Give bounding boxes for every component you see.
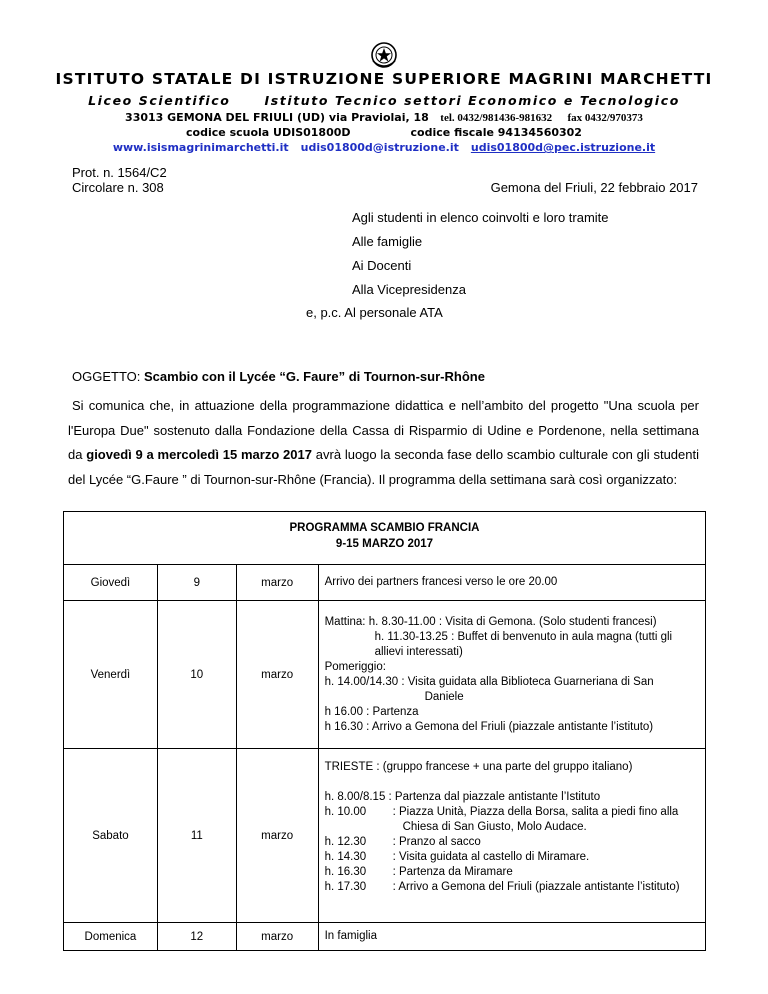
subject-text: Scambio con il Lycée “G. Faure” di Tournon-sur-Rhône [144, 369, 485, 384]
subject-line [72, 369, 485, 384]
subject-label: OGGETTO: [72, 369, 144, 384]
protocol-number: Prot. n. 1564/C2 [72, 165, 167, 180]
schedule-line: Chiesa di San Giusto, Molo Audace. [402, 821, 587, 833]
place-date: Gemona del Friuli, 22 febbraio 2017 [490, 180, 698, 195]
month-cell: marzo [236, 923, 318, 951]
body-paragraph [68, 394, 699, 492]
body-text-2: avrà luogo la seconda fase dello scambio culturale con gli studenti del Lycée “G.Faure ” di Tournon-sur-Rhône (Francia). Il programma della settimana sarà così organizzato: [68, 447, 699, 487]
istituto-tecnico-label: Istituto Tecnico settori Economico e Tecnologico [264, 93, 680, 108]
school-name: ISTITUTO STATALE DI ISTRUZIONE SUPERIORE MAGRINI MARCHETTI [55, 70, 713, 88]
schedule-line [325, 835, 705, 850]
recipient-students: Agli studenti in elenco coinvolti e loro tramite [352, 210, 609, 225]
month-cell: marzo [236, 565, 318, 601]
schedule-time: h. 14.30 [324, 851, 367, 863]
schedule-line: h 16.30 : Arrivo a Gemona del Friuli (piazzale antistante l’istituto) [324, 720, 654, 733]
day-number-cell: 9 [157, 565, 236, 601]
schedule-line: Mattina: h. 8.30-11.00 : Visita di Gemona. (Solo studenti francesi) [324, 615, 657, 628]
trip-title: TRIESTE : (gruppo francese + una parte del gruppo italiano) [324, 761, 633, 773]
school-address [0, 111, 768, 124]
body-dates-bold: giovedì 9 a mercoledì 15 marzo 2017 [86, 447, 312, 462]
schedule-line: allievi interessati) [374, 645, 463, 658]
fax-text: fax 0432/970373 [567, 112, 643, 124]
schedule-line: h. 14.00/14.30 : Visita guidata alla Biblioteca Guarneriana di San [324, 675, 654, 688]
recipient-families: Alle famiglie [352, 234, 423, 249]
website-link[interactable]: www.isismagrinimarchetti.it [112, 141, 289, 154]
emblem-icon [370, 41, 398, 69]
email-link[interactable]: udis01800d@istruzione.it [300, 141, 459, 154]
schedule-line: Daniele [424, 690, 464, 703]
recipient-teachers: Ai Docenti [352, 258, 412, 273]
month-cell: marzo [236, 749, 318, 923]
school-subtitle [0, 93, 768, 108]
day-cell: Sabato [64, 749, 158, 923]
codice-scuola: codice scuola UDIS01800D [186, 126, 351, 139]
schedule-line [325, 805, 705, 820]
table-title: PROGRAMMA SCAMBIO FRANCIA [289, 522, 480, 534]
schedule-line: Pomeriggio: [324, 660, 386, 673]
day-number-cell: 11 [157, 749, 236, 923]
table-header [64, 512, 706, 565]
school-codes [0, 126, 768, 139]
recipient-vicepresidenza: Alla Vicepresidenza [352, 282, 466, 297]
table-row [64, 601, 706, 749]
schedule-activity: : Piazza Unità, Piazza della Borsa, salita a piedi fino alla [392, 806, 679, 818]
schedule-line: h. 11.30-13.25 : Buffet di benvenuto in aula magna (tutti gli [374, 630, 673, 643]
program-table [63, 511, 706, 951]
day-number-cell: 12 [157, 923, 236, 951]
schedule-activity: : Arrivo a Gemona del Friuli (piazzale antistante l’istituto) [392, 881, 680, 893]
table-header-row [64, 512, 706, 565]
day-number-cell: 10 [157, 601, 236, 749]
day-cell: Venerdì [64, 601, 158, 749]
schedule-line: h 16.00 : Partenza [324, 705, 419, 718]
codice-fiscale: codice fiscale 94134560302 [410, 126, 582, 139]
circolare-number: Circolare n. 308 [72, 180, 164, 195]
schedule-activity: : Visita guidata al castello di Miramare. [392, 851, 590, 863]
schedule-time: h. 16.30 [324, 866, 367, 878]
month-cell: marzo [236, 601, 318, 749]
table-row [64, 749, 706, 923]
address-text: 33013 GEMONA DEL FRIULI (UD) via Praviolai, 18 [125, 111, 429, 124]
description-cell [318, 601, 705, 749]
description-cell: Arrivo dei partners francesi verso le ore 20.00 [318, 565, 705, 601]
schedule-activity: : Pranzo al sacco [392, 836, 481, 848]
table-row [64, 565, 706, 601]
body-text-1: Si comunica che, in attuazione della programmazione didattica e nell’ambito del progetto "Una scuola per l'Europa Due" sostenuto dalla Fondazione della Cassa di Risparmio di Udine e Pordenone, nella settimana da [68, 398, 699, 462]
table-dates: 9-15 MARZO 2017 [335, 538, 434, 550]
schedule-activity: : Partenza da Miramare [392, 866, 513, 878]
liceo-label: Liceo Scientifico [88, 93, 231, 108]
tel-text: tel. 0432/981436-981632 [440, 112, 553, 124]
school-links [0, 141, 768, 154]
schedule-line [325, 880, 705, 895]
schedule-line [325, 850, 705, 865]
recipient-cc: e, p.c. Al personale ATA [306, 305, 443, 320]
pec-link[interactable]: udis01800d@pec.istruzione.it [470, 141, 656, 154]
day-cell: Domenica [64, 923, 158, 951]
schedule-time: h. 10.00 [324, 806, 367, 818]
description-cell [318, 749, 705, 923]
schedule-line: h. 8.00/8.15 : Partenza dal piazzale antistante l’Istituto [324, 791, 601, 803]
schedule-time: h. 12.30 [324, 836, 367, 848]
schedule-time: h. 17.30 [324, 881, 367, 893]
description-cell: In famiglia [318, 923, 705, 951]
table-row [64, 923, 706, 951]
day-cell: Giovedì [64, 565, 158, 601]
schedule-line [325, 865, 705, 880]
